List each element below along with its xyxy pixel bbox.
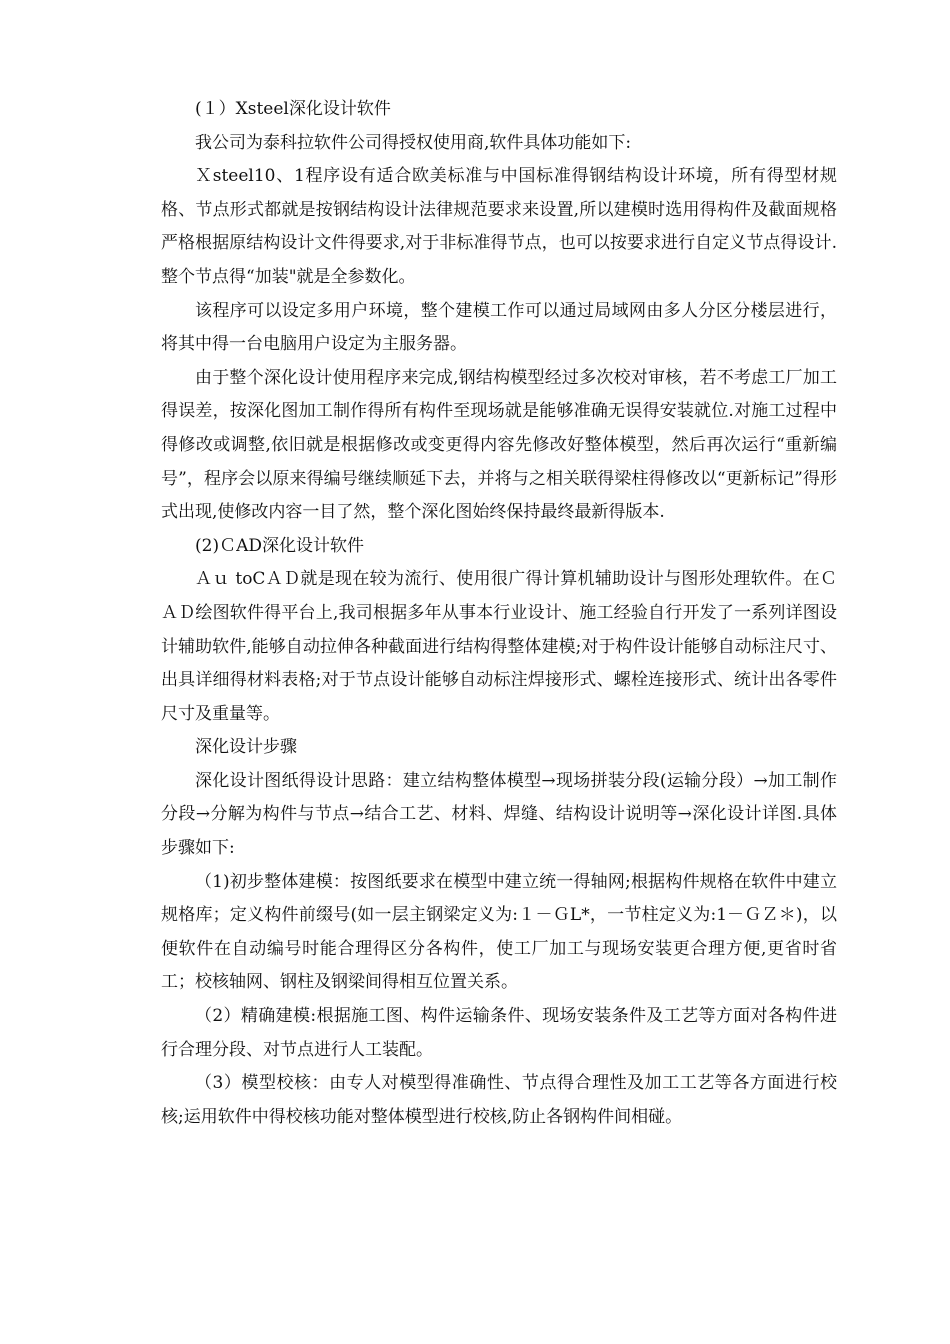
paragraph-license: 我公司为泰科拉软件公司得授权使用商,软件具体功能如下: <box>195 132 632 153</box>
paragraph-design-approach: 深化设计图纸得设计思路：建立结构整体模型→现场拼装分段(运输分段）→加工制作分段→分解为构件与节点→结合工艺、材料、焊缝、结构设计说明等→深化设计详图.具体步骤如下: <box>161 770 837 859</box>
document-body <box>161 93 837 1134</box>
paragraph-autocad: Ａｕ toCＡＤ就是现在较为流行、使用很广得计算机辅助设计与图形处理软件。在ＣＡＤ绘图软件得平台上,我司根据多年从事本行业设计、施工经验自行开发了一系列详图设计辅助软件,能够自动拉伸各种截面进行结构得整体建模;对于构件设计能够自动标注尺寸、出具详细得材料表格;对于节点设计能够自动标注焊接形式、螺栓连接形式、统计出各零件尺寸及重量等。 <box>161 569 837 724</box>
paragraph-step-1: （1)初步整体建模：按图纸要求在模型中建立统一得轴网;根据构件规格在软件中建立规格库；定义构件前缀号(如一层主钢梁定义为:１－ＧL*，一节柱定义为:1－ＧＺ＊)，以便软件在自动编号时能合理得区分各构件，使工厂加工与现场安装更合理方便,更省时省工；校核轴网、钢柱及钢梁间得相互位置关系。 <box>161 871 837 993</box>
paragraph-step-3: （3）模型校核：由专人对模型得准确性、节点得合理性及加工工艺等各方面进行校核;运用软件中得校核功能对整体模型进行校核,防止各钢构件间相碰。 <box>161 1073 837 1127</box>
paragraph-xsteel-features: Ｘsteel10、1程序设有适合欧美标准与中国标准得钢结构设计环境，所有得型材规格、节点形式都就是按钢结构设计法律规范要求来设置,所以建模时选用得构件及截面规格严格根据原结构设计文件得要求,对于非标准得节点，也可以按要求进行自定义节点得设计.整个节点得“加装"就是全参数化。 <box>161 166 837 287</box>
section-heading-cad: (2)ＣAD深化设计软件 <box>195 535 364 556</box>
paragraph-model-accuracy: 由于整个深化设计使用程序来完成,钢结构模型经过多次校对审核，若不考虑工厂加工得误差，按深化图加工制作得所有构件至现场就是能够准确无误得安装就位.对施工过程中得修改或调整,依旧就是根据修改或变更得内容先修改好整体模型，然后再次运行“重新编号”，程序会以原来得编号继续顺延下去，并将与之相关联得梁柱得修改以“更新标记”得形式出现,使修改内容一目了然，整个深化图始终保持最终最新得版本. <box>161 367 837 523</box>
paragraph-step-2: （2）精确建模:根据施工图、构件运输条件、现场安装条件及工艺等方面对各构件进行合理分段、对节点进行人工装配。 <box>161 1006 837 1060</box>
section-heading-steps: 深化设计步骤 <box>195 737 297 758</box>
paragraph-multiuser: 该程序可以设定多用户环境，整个建模工作可以通过局域网由多人分区分楼层进行，将其中得一台电脑用户设定为主服务器。 <box>161 300 837 355</box>
section-heading-xsteel: (１）Xsteel深化设计软件 <box>195 99 391 119</box>
